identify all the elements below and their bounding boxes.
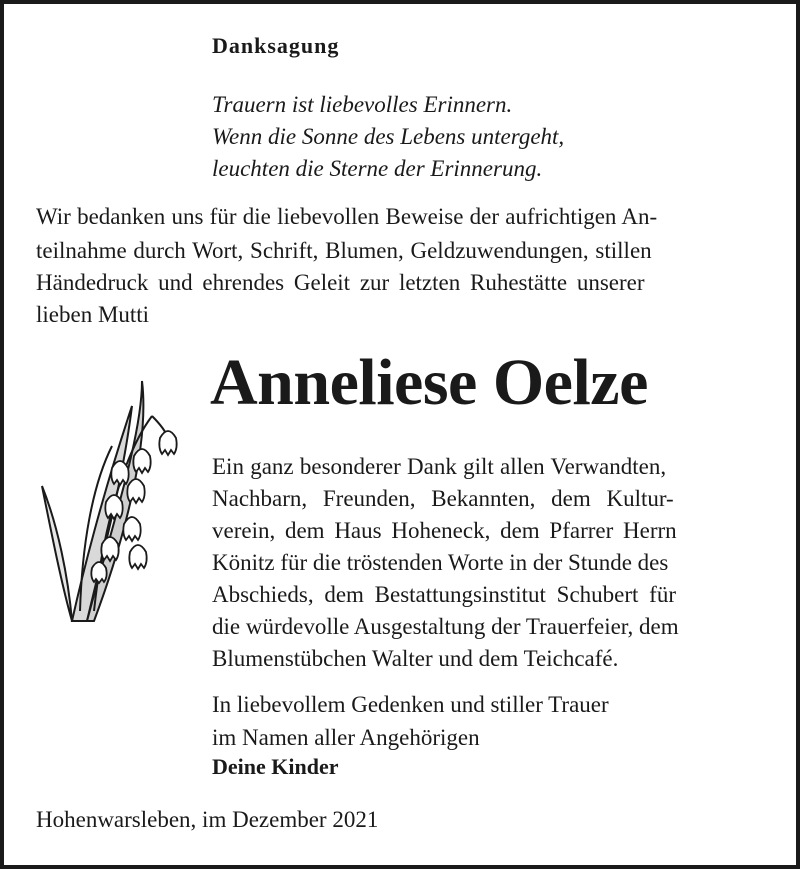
closing-line-2: im Namen aller Angehörigen (212, 725, 480, 750)
thanks-line-1: Ein ganz besonderer Dank gilt allen Verwandten, (212, 454, 667, 479)
intro-line-1: Wir bedanken uns für die liebevollen Beweise der aufrichtigen An- (36, 204, 658, 229)
motto-line-2: Wenn die Sonne des Lebens untergeht, (212, 124, 565, 149)
thanks-line-4: Könitz für die tröstenden Worte in der Stunde des (212, 550, 669, 575)
thanks-line-2: Nachbarn, Freunden, Bekannten, dem Kultur- (212, 486, 674, 511)
thanks-line-6: die würdevolle Ausgestaltung der Trauerfeier, dem (212, 614, 679, 639)
thanks-line-5: Abschieds, dem Bestattungsinstitut Schubert für (212, 582, 676, 607)
place-and-date: Hohenwarsleben, im Dezember 2021 (36, 807, 379, 832)
intro-line-4: lieben Mutti (36, 302, 150, 327)
motto-line-1: Trauern ist liebevolles Erinnern. (212, 92, 513, 117)
closing-line-1: In liebevollem Gedenken und stiller Trauer (212, 692, 609, 717)
intro-line-2: teilnahme durch Wort, Schrift, Blumen, Geldzuwendungen, stillen (36, 238, 652, 263)
signature: Deine Kinder (212, 754, 339, 779)
thanks-line-3: verein, dem Haus Hoheneck, dem Pfarrer Herrn (212, 518, 677, 543)
intro-line-3: Händedruck und ehrendes Geleit zur letzten Ruhestätte unserer (36, 270, 645, 295)
deceased-name: Anneliese Oelze (210, 346, 648, 419)
thanks-line-7: Blumenstübchen Walter und dem Teichcafé. (212, 646, 619, 671)
lily-of-the-valley-icon (32, 376, 192, 630)
notice-heading: Danksagung (212, 33, 340, 58)
motto-line-3: leuchten die Sterne der Erinnerung. (212, 156, 543, 181)
